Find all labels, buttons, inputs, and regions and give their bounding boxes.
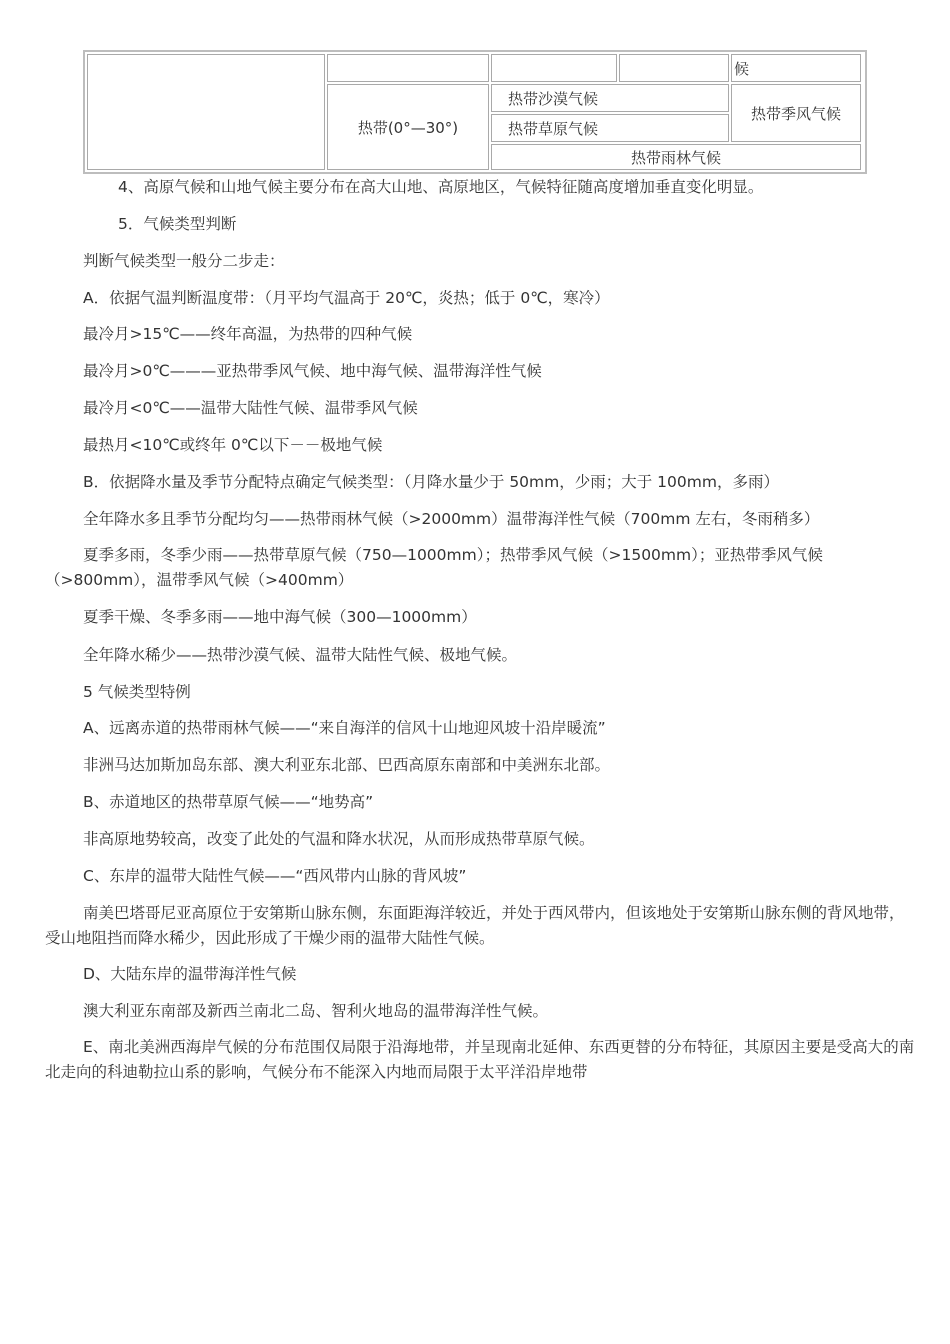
- table-cell-tropical-grassland: [491, 114, 729, 142]
- table-cell-blank-1: [491, 54, 617, 82]
- rule-a2: 最冷月>0℃———亚热带季风气候、地中海气候、温带海洋性气候: [83, 362, 542, 380]
- step-b-heading: B．依据降水量及季节分配特点确定气候类型：（月降水量少于 50mm，少雨；大于 100mm，多雨）: [83, 473, 779, 491]
- rule-a3: 最冷月<0℃——温带大陆性气候、温带季风气候: [83, 399, 418, 417]
- special-cases-heading: 5 气候类型特例: [83, 683, 191, 701]
- section-5-heading: 5．气候类型判断: [118, 215, 237, 233]
- paragraph-4: 4、高原气候和山地气候主要分布在高大山地、高原地区，气候特征随高度增加垂直变化明显。: [118, 178, 764, 196]
- table-cell-blank-zone-top: [327, 54, 489, 82]
- rule-b2-block: [45, 543, 915, 593]
- case-c-text-block: [45, 901, 915, 951]
- rule-a4: 最热月<10℃或终年 0℃以下－－极地气候: [83, 436, 383, 454]
- table-cell-tropical-desert: [491, 84, 729, 112]
- rule-b4: 全年降水稀少——热带沙漠气候、温带大陆性气候、极地气候。: [83, 646, 518, 664]
- case-b-text: 非高原地势较高，改变了此处的气温和降水状况，从而形成热带草原气候。: [83, 830, 595, 848]
- case-c-heading: C、东岸的温带大陆性气候——“西风带内山脉的背风坡”: [83, 867, 467, 885]
- table-cell-tropical-monsoon: [731, 84, 861, 142]
- table-cell-tropical-zone: [327, 84, 489, 170]
- table-cell-top-right: [731, 54, 861, 82]
- table-cell-tropical-rainforest: [491, 144, 861, 170]
- rule-b2: 夏季多雨，冬季少雨——热带草原气候（750—1000mm）；热带季风气候（>1500mm）；亚热带季风气候（>800mm），温带季风气候（>400mm）: [45, 546, 823, 589]
- rule-a1: 最冷月>15℃——终年高温，为热带的四种气候: [83, 325, 413, 343]
- tropical-grassland-label: 热带草原气候: [508, 119, 599, 138]
- rule-b1: 全年降水多且季节分配均匀——热带雨林气候（>2000mm）温带海洋性气候（700mm 左右，冬雨稍多）: [83, 510, 820, 528]
- tropical-desert-label: 热带沙漠气候: [508, 89, 599, 108]
- table-cell-blank-left: [87, 54, 325, 170]
- case-e-text-block: [45, 1035, 915, 1085]
- case-a-text: 非洲马达加斯加岛东部、澳大利亚东北部、巴西高原东南部和中美洲东北部。: [83, 756, 611, 774]
- case-c-text: 南美巴塔哥尼亚高原位于安第斯山脉东侧，东面距海洋较近，并处于西风带内，但该地处于安第斯山脉东侧的背风地带，受山地阻挡而降水稀少，因此形成了干燥少雨的温带大陆性气候。: [45, 904, 905, 947]
- intro-text: 判断气候类型一般分二步走：: [83, 252, 285, 270]
- case-e-text: E、南北美洲西海岸气候的分布范围仅局限于沿海地带，并呈现南北延伸、东西更替的分布特征，其原因主要是受高大的南北走向的科迪勒拉山系的影响，气候分布不能深入内地而局限于太平洋沿岸地带: [45, 1038, 915, 1081]
- case-a-heading: A、远离赤道的热带雨林气候——“来自海洋的信风十山地迎风坡十沿岸暖流”: [83, 719, 606, 737]
- rule-b3: 夏季干燥、冬季多雨——地中海气候（300—1000mm）: [83, 608, 477, 626]
- top-right-text: 候: [734, 59, 750, 78]
- climate-table: [83, 50, 867, 174]
- step-a-heading: A．依据气温判断温度带：（月平均气温高于 20℃，炎热；低于 0℃，寒冷）: [83, 289, 610, 307]
- tropical-rainforest-label: 热带雨林气候: [630, 148, 721, 167]
- table-cell-blank-2: [619, 54, 729, 82]
- tropical-monsoon-label: 热带季风气候: [750, 104, 841, 123]
- tropical-zone-label: 热带(0°—30°): [357, 118, 459, 137]
- case-d-heading: D、大陆东岸的温带海洋性气候: [83, 965, 297, 983]
- case-d-text: 澳大利亚东南部及新西兰南北二岛、智利火地岛的温带海洋性气候。: [83, 1002, 549, 1020]
- case-b-heading: B、赤道地区的热带草原气候——“地势高”: [83, 793, 374, 811]
